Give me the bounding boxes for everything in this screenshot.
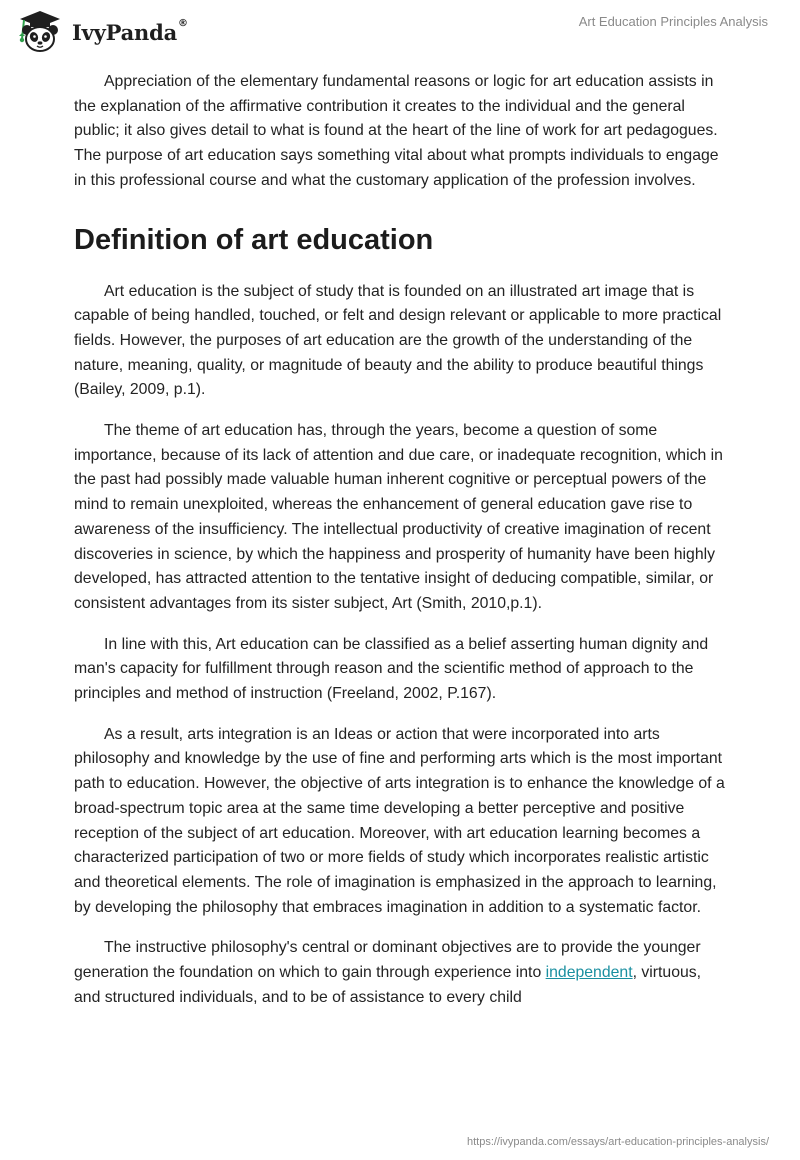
paragraph-4: As a result, arts integration is an Ideas or action that were incorporated into arts philosophy and knowledge by the use of fine and performing arts which is the most important path to education. However, the objective of arts integration is to enhance the knowledge of a broad-spectrum topic area at the same time developing a better perceptive and positive reception of the subject of art education. Moreover, with art education learning becomes a characterized participation of two or more fields of study which incorporates realistic artistic and theoretical elements. The role of imagination is emphasized in the approach to learning, by developing the philosophy that embraces imagination in addition to a systematic factor. [74,725,725,916]
document-title: Art Education Principles Analysis [578,14,768,29]
panda-graduation-cap-icon [14,9,66,53]
logo-wordmark: IvyPanda® [72,17,188,45]
paragraph-5 [74,936,728,1010]
independent-link[interactable]: independent [545,964,633,982]
paragraph-3: In line with this, Art education can be classified as a belief asserting human dignity and man's capacity for fulfillment through reason and the scientific method of approach to the principles and method of instruction (Freeland, 2002, P.167). [74,635,709,703]
paragraph-2: The theme of art education has, through the years, become a question of some importance, because of its lack of attention and due care, or inadequate recognition, which in the past had possibly made valuable human inherent cognitive or perceptual powers of the mind to remain unexploited, whereas the enhancement of general education gave rise to awareness of the insufficiency. The intellectual productivity of creative imagination of recent discoveries in science, by which the happiness and prosperity of humanity have been highly developed, has attracted attention to the tentative insight of deducing compatible, similar, or consistent advantages from its sister subject, Art (Smith, 2010,p.1). [74,422,723,612]
section-heading: Definition of art education [74,223,434,256]
page-header [0,0,800,64]
footer-url: https://ivypanda.com/essays/art-education-principles-analysis/ [466,1136,769,1148]
paragraph-1: Art education is the subject of study that is founded on an illustrated art image that is capable of being handled, touched, or felt and design relevant or applicable to more practical fields. However, the purposes of art education are the growth of the understanding of the nature, meaning, quality, or magnitude of beauty and the ability to produce beautiful things (Bailey, 2009, p.1). [74,282,722,399]
article-body [74,70,728,1027]
paragraph-5-text-before: The instructive philosophy's central or dominant objectives are to provide the younger generation the foundation on which to gain through experience into [74,939,701,982]
ivypanda-logo[interactable] [14,9,188,53]
paragraph-5-text-after: , virtuous, and structured individuals, and to be of assistance to every child [74,964,702,1006]
intro-paragraph: Appreciation of the elementary fundamental reasons or logic for art education assists in the explanation of the affirmative contribution it creates to the individual and the general public; it also gives detail to what is found at the heart of the line of work for art pedagogues. The purpose of art education says something vital about what prompts individuals to engage in this professional course and what the customary application of the profession involves. [74,73,719,189]
